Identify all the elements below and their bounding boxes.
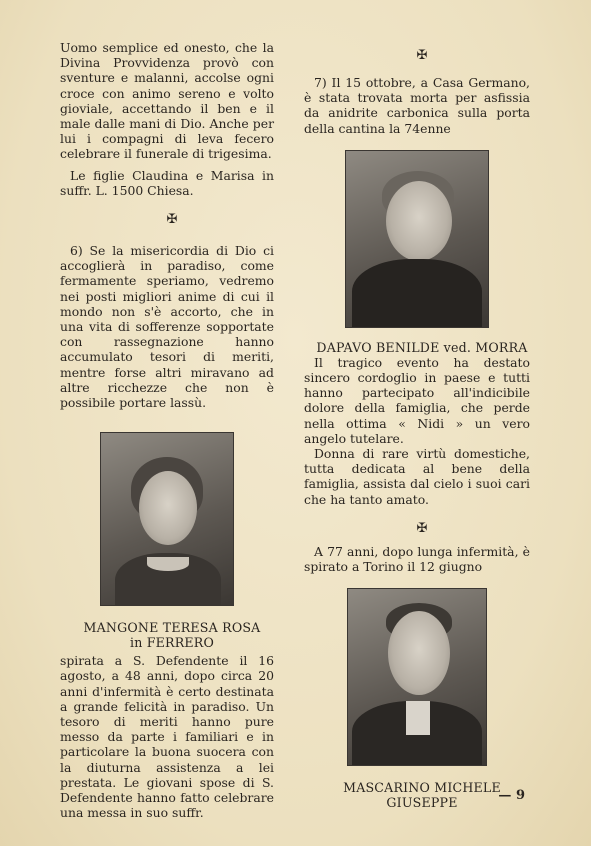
entry-8-text: A 77 anni, dopo lunga infermità, è spirato a Torino il 12 giugno — [304, 543, 530, 575]
person-name-married: in FERRERO — [129, 635, 215, 651]
intro-paragraph: Uomo semplice ed onesto, che la Divina Provvidenza provò con sventure e malanni, accolse ogni croce con animo sereno e volto gioviale, accettando il ben e il male dalle mani di Dio. Anche per lui i compagni di leva fecero celebrare il funerale di trigesima. — [60, 40, 274, 162]
page-number: — 9 — [498, 788, 525, 803]
person-name-second: GIUSEPPE — [386, 795, 458, 811]
offering-note: Le figlie Claudina e Marisa in suffr. L. 1500 Chiesa. — [60, 167, 274, 198]
cross-icon: ✠ — [416, 48, 428, 63]
cross-icon: ✠ — [166, 212, 178, 228]
left-column — [60, 40, 274, 821]
person-obituary-text: Il tragico evento ha destato sincero cordoglio in paese e tutti hanno partecipato all'indicibile dolore della famiglia, che perde nella ottima « Nidi » un vero angelo tutelare. — [304, 354, 530, 446]
portrait-photo-dapavo — [345, 150, 489, 328]
portrait-photo-mangone — [100, 432, 234, 606]
person-name: MANGONE TERESA ROSA — [83, 620, 261, 636]
cross-icon: ✠ — [416, 520, 428, 536]
entry-7-text: 7) Il 15 ottobre, a Casa Germano, è stata trovata morta per asfissia da anidrite carbonica sulla porta della cantina la 74enne — [304, 75, 530, 136]
entry-6-text: 6) Se la misericordia di Dio ci accoglierà in paradiso, come fermamente speriamo, vedremo nei posti migliori anime di cui il mondo non s'è accorto, che in una vita di sofferenze sopportate con rassegnazione hanno accumulato tesori di meriti, mentre forse altri miravano ad altre ricchezze che non è possibile portare lassù. — [60, 243, 274, 411]
right-column — [304, 40, 530, 810]
person-name: MASCARINO MICHELE — [343, 780, 501, 796]
portrait-photo-mascarino — [347, 588, 487, 766]
person-name: DAPAVO BENILDE ved. MORRA — [316, 339, 528, 355]
person-obituary-text-2: Donna di rare virtù domestiche, tutta dedicata al bene della famiglia, assista dal cielo i suoi cari che ha tanto amato. — [304, 446, 530, 507]
person-obituary-text: spirata a S. Defendente il 16 agosto, a 48 anni, dopo circa 20 anni d'infermità è certo destinata a grande felicità in paradiso. Un tesoro di meriti hanno pure messo da parte i familiari e in particolare la buona suocera con la diuturna assistenza a lei prestata. Le giovani spose di S. Defendente hanno fatto celebrare una messa in suo suffr. — [60, 653, 274, 821]
